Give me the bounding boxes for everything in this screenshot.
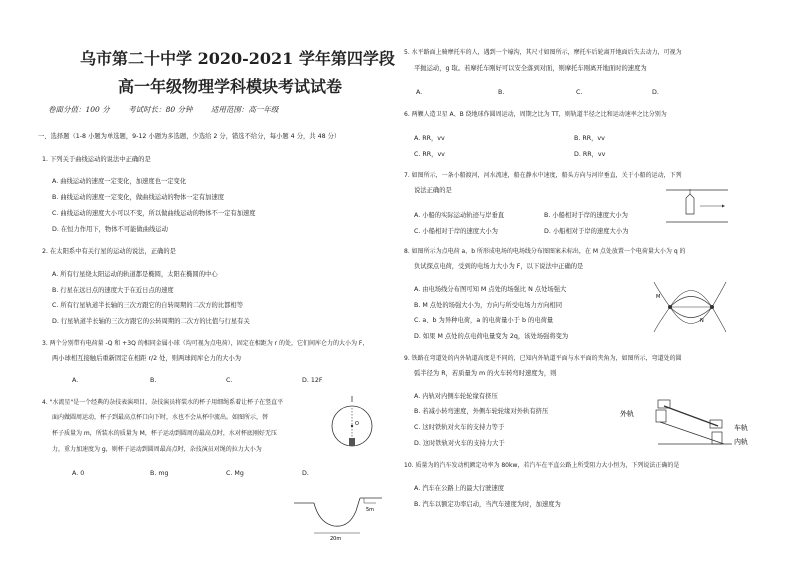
q4-option-b: B. mg — [150, 470, 169, 477]
track-label: 车轨 — [734, 424, 748, 432]
q1-option-c: C. 曲线运动的速度大小可以不变，所以做曲线运动的物体不一定有加速度 — [52, 210, 256, 217]
q4-option-c: C. Mg — [226, 470, 244, 477]
q5-line-2: 平抛运动，g 取。若摩托车刚好可以安全落到对面，则摩托车刚离开地面时的速度为 — [414, 65, 647, 72]
q2-option-a: A. 所有行星绕太阳运动的轨道都是椭圆，太阳在椭圆的中心 — [52, 271, 218, 278]
water-meteor-figure — [332, 396, 372, 456]
q4-line-4: 力，重力加速度为 g，则杯子运动到圆周最高点时，杂技演员对绳的拉力大小为 — [52, 446, 262, 453]
q4-option-a: A. 0 — [72, 470, 85, 477]
q10-line-1: 10. 质量为的汽车发动机额定功率为 80kw，若汽车在平直公路上所受阻力大小恒为，下列说法正确的是 — [404, 462, 680, 469]
q8-option-a: A. 由电场线分布图可知 M 点处的场强比 N 点处场强大 — [414, 286, 567, 293]
q1-stem: 1. 下列关于曲线运动的说法中正确的是 — [42, 156, 151, 163]
section-heading: 一、选择题（1-8 小题为单选题，9-12 小题为多选题，少选给 2 分，错选不给分，每小题 4 分，共 48 分） — [38, 133, 341, 140]
q5-option-c: C. — [576, 89, 583, 96]
q3-option-b: B. — [150, 377, 157, 384]
q7-line-1: 7. 如图所示，一条小船渡河，河水流速，船在静水中速度，船头方向与河岸垂直，关于小船的运动，下列 — [404, 172, 682, 179]
q6-option-d: D. RR，vv — [574, 151, 606, 158]
q7-option-d: D. 小船相对于岸的速度大小为 — [544, 228, 629, 235]
q7-option-a: A. 小船的实际运动轨迹与岸垂直 — [414, 212, 505, 219]
q6-option-b: B. RR，vv — [574, 135, 605, 142]
center-label: O — [355, 421, 359, 427]
exam-subtitle: 高一年级物理学科模块考试试卷 — [117, 77, 342, 96]
q9-line-1: 9. 铁路在弯道处的内外轨道高度是不同的，已知内外轨道平面与水平面的夹角为，如图所示，弯道处的圆 — [404, 355, 682, 362]
q4-line-2: 面内做圆周运动，杯子到最高点杯口向下时，水也不会从杯中流出。如图所示，替 — [52, 414, 269, 421]
q8-option-b: B. M 点处的场强大小为，方向与所受电场力方向相同 — [414, 302, 562, 309]
q2-stem: 2. 在太阳系中有关行星的运动的说法，正确的是 — [42, 248, 176, 255]
q4-line-1: 4. "水流星"是一个经典的杂技表演项目，杂技演员将装水的杯子用细绳系着让杯子在竖直平 — [42, 399, 284, 406]
q5-option-a: A. — [416, 89, 423, 96]
q3-option-c: C. — [226, 377, 233, 384]
q5-line-1: 5. 水平路面上骑摩托车的人，遇到一个壕沟，其尺寸如图所示，摩托车后轮离开地面后失去动力，可视为 — [404, 49, 682, 56]
width-label: 20m — [330, 536, 342, 542]
q8-option-c: C. a、b 为异种电荷，a 的电荷量小于 b 的电荷量 — [414, 317, 554, 324]
q8-option-d: D. 如果 M 点处的点电荷电量变为 2q，该处场强将变为 — [414, 333, 569, 340]
q5-option-b: B. — [498, 89, 505, 96]
point-m-label: M — [656, 294, 661, 300]
q8-line-2: 负试探点电荷，受到的电场力大小为 F，以下说法中正确的是 — [414, 263, 584, 270]
q3-option-d: D. 12F — [302, 377, 323, 384]
electric-field-figure — [650, 276, 730, 338]
scope-info: 适用范围：高一年级 — [210, 105, 279, 114]
q9-option-b: B. 若减小转弯速度，外侧车轮轮缘对外轨有挤压 — [414, 408, 549, 415]
q1-option-a: A. 曲线运动的速度一定变化，加速度也一定变化 — [52, 178, 187, 185]
q10-option-b: B. 汽车以额定功率启动，当汽车速度为时，加速度为 — [414, 501, 561, 508]
q3-option-a: A. — [72, 377, 79, 384]
q2-option-d: D. 行星轨道半长轴的三次方跟它的公转周期的二次方的比值与行星有关 — [52, 318, 250, 325]
banked-rail-figure — [620, 388, 760, 450]
q4-line-3: 杯子质量为 m，所装水的质量为 M，杯子运动到圆周的最高点时，水对杯底刚好无压 — [52, 430, 277, 437]
q6-option-c: C. RR，vv — [414, 151, 445, 158]
score-info: 卷面分值：100 分 — [48, 105, 110, 114]
ditch-figure — [294, 493, 384, 541]
outer-rail-label: 外轨 — [620, 410, 634, 418]
inner-rail-label: 内轨 — [734, 438, 748, 446]
q4-option-d: D. — [302, 470, 309, 477]
exam-title: 乌市第二十中学 2020-2021 学年第四学段 — [80, 49, 395, 68]
q9-line-2: 弧半径为 R，若质量为 m 的火车转弯时速度为，则 — [414, 370, 557, 377]
q10-option-a: A. 汽车在公路上的最大行驶速度 — [414, 485, 505, 492]
q2-option-b: B. 行星在远日点的速度大于在近日点的速度 — [52, 287, 174, 294]
q9-option-d: D. 这时铁轨对火车的支持力大于 — [414, 440, 505, 447]
q7-option-c: C. 小船相对于岸的速度大小为 — [414, 228, 498, 235]
q9-option-c: C. 这时铁轨对火车的支持力等于 — [414, 424, 505, 431]
q3-line-1: 3. 两个分别带有电荷量 -Q 和 +3Q 的相同金属小球（均可视为点电荷），固定在相距为 r 的处，它们间库仑力的大小为 F， — [42, 340, 369, 347]
height-label: 5m — [366, 507, 375, 513]
river-boat-figure — [666, 188, 728, 224]
q1-option-b: B. 曲线运动的速度一定变化，做曲线运动的物体一定有加速度 — [52, 194, 225, 201]
q9-option-a: A. 内轨对内侧车轮轮缘有挤压 — [414, 393, 498, 400]
q1-option-d: D. 在恒力作用下，物体不可能做曲线运动 — [52, 226, 168, 233]
point-n-label: N — [700, 318, 704, 324]
q6-line-1: 6. 两颗人造卫星 A、B 绕地球作圆周运动，周期之比为 TT，则轨道半径之比和运动速率之比分别为 — [404, 111, 667, 118]
q8-line-1: 8. 如图所示为点电荷 a、b 所形成电场的电场线分布图图案未标出，在 M 点处放置一个电荷量大小为 q 的 — [404, 248, 686, 255]
q7-option-b: B. 小船相对于岸的速度大小为 — [544, 212, 628, 219]
time-info: 考试时长：80 分钟 — [128, 105, 193, 114]
q2-option-c: C. 所有行星轨道半长轴的三次方跟它的自转周期的二次方的比都相等 — [52, 302, 244, 309]
q5-option-d: D. — [652, 89, 659, 96]
exam-meta — [48, 104, 388, 115]
q3-line-2: 两小球相互接触后重新固定在相距 r/2 处，则两球间库仑力的大小为 — [52, 355, 242, 362]
q7-line-2: 说法正确的是 — [414, 187, 452, 194]
q6-option-a: A. RR，vv — [414, 135, 445, 142]
